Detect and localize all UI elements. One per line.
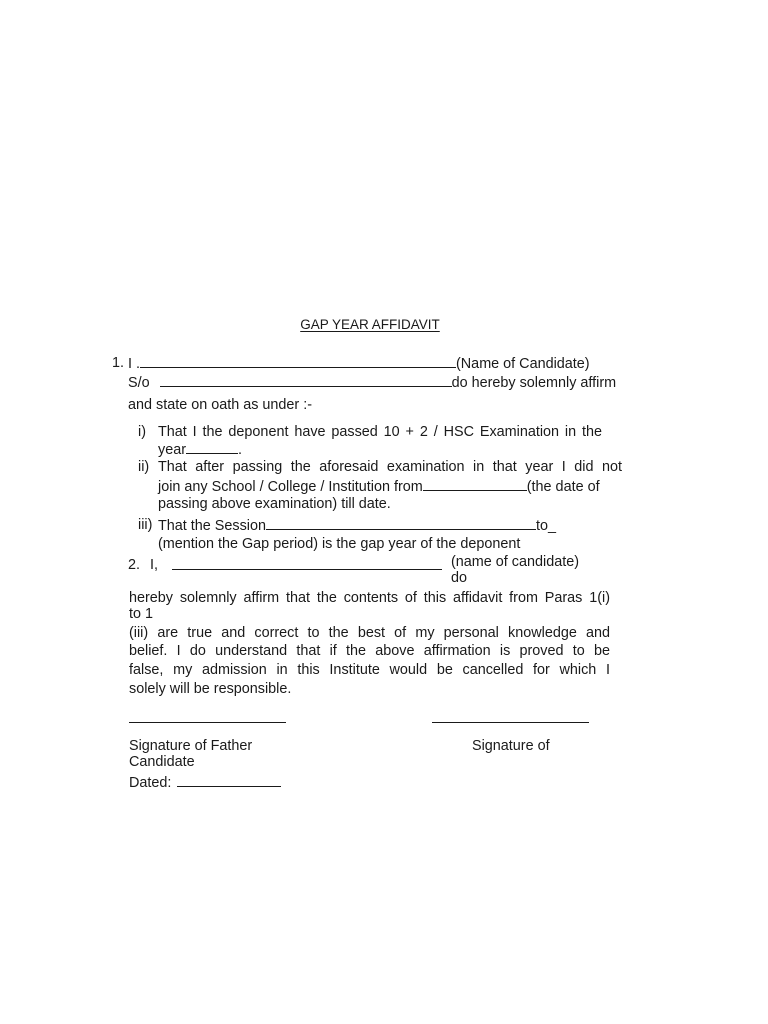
para1-name-line — [128, 354, 590, 373]
para2-name-blank[interactable] — [172, 556, 442, 570]
dated-blank[interactable] — [177, 773, 281, 787]
para1-so-suffix: do hereby solemnly affirm — [451, 375, 617, 391]
candidate-word: Candidate — [129, 754, 195, 770]
item2-marker: ii) — [138, 459, 150, 475]
para2-do: do — [451, 570, 468, 586]
item3-session-prefix: That the Session — [158, 518, 266, 534]
para2-line-6: solely will be responsible. — [129, 681, 292, 697]
candidate-name-blank[interactable] — [140, 354, 456, 368]
candidate-signature-line[interactable] — [432, 722, 589, 723]
from-date-blank[interactable] — [423, 477, 527, 491]
para1-so-line — [128, 373, 616, 392]
item3-line2: (mention the Gap period) is the gap year of the deponent — [158, 536, 521, 552]
father-signature-line[interactable] — [129, 722, 286, 723]
item2-from-prefix: join any School / College / Institution from — [158, 479, 423, 495]
father-signature-label: Signature of Father — [129, 738, 253, 754]
para2-suffix: (name of candidate) — [451, 554, 579, 570]
para2-line-4: belief. I do understand that if the above affirmation is proved to be — [129, 643, 610, 659]
para2-number: 2. — [128, 557, 141, 573]
document-title: GAP YEAR AFFIDAVIT — [300, 317, 440, 332]
para2-line-2: to 1 — [129, 606, 154, 622]
item2-from-suffix: (the date of — [526, 479, 600, 495]
para2-line-5: false, my admission in this Institute would be cancelled for which I — [129, 662, 610, 678]
item2-line3: passing above examination) till date. — [158, 496, 391, 512]
item3-line1 — [158, 516, 556, 535]
dated-line — [129, 773, 281, 792]
item1-line2 — [158, 440, 242, 459]
para1-number: 1. — [112, 355, 125, 371]
exam-year-blank[interactable] — [186, 440, 238, 454]
para2-line-1: hereby solemnly affirm that the contents of this affidavit from Paras 1(i) — [129, 590, 610, 606]
item3-session-suffix: to_ — [536, 518, 557, 534]
item2-line1: That after passing the aforesaid examination in that year I did not — [158, 459, 622, 475]
item1-marker: i) — [138, 424, 146, 440]
para1-name-suffix: (Name of Candidate) — [456, 356, 590, 372]
item1-year-prefix: year — [158, 442, 186, 458]
item3-marker: iii) — [138, 517, 153, 533]
para1-name-prefix: I . — [128, 356, 140, 372]
para2-line-3: (iii) are true and correct to the best of my personal knowledge and — [129, 625, 610, 641]
state-on-oath: and state on oath as under :- — [128, 397, 313, 413]
session-blank[interactable] — [266, 516, 536, 530]
candidate-signature-label: Signature of — [472, 738, 550, 754]
item1-line1: That I the deponent have passed 10 + 2 / HSC Examination in the — [158, 424, 602, 440]
para1-so-prefix: S/o — [128, 375, 150, 391]
item1-year-suffix: . — [238, 442, 242, 458]
dated-label: Dated: — [129, 775, 172, 791]
item2-line2 — [158, 477, 600, 496]
father-name-blank[interactable] — [160, 373, 452, 387]
para2-prefix: I, — [150, 557, 158, 573]
